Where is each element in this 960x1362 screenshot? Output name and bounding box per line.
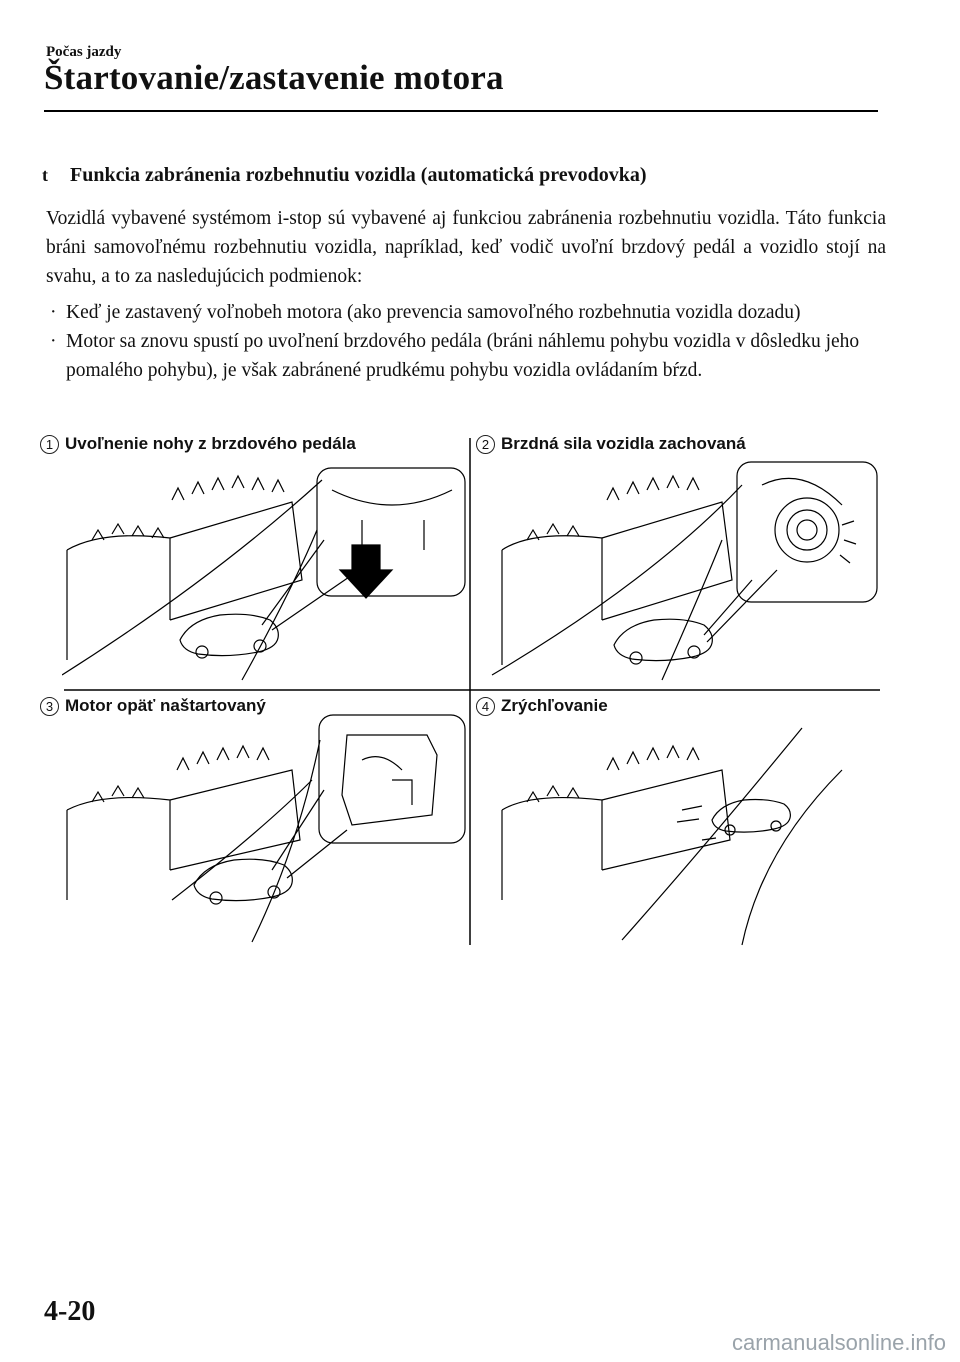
list-item-text: Motor sa znovu spustí po uvoľnení brzdového pedála (bráni náhlemu pohybu vozidla v dôsledku jeho pomalého pohybu), je však zabránené prudkému pohybu vozidla ovládaním bŕzd.	[66, 331, 860, 381]
illustration-svg	[62, 430, 882, 950]
panel-3-scene	[67, 715, 465, 942]
panel-1-scene	[62, 468, 465, 680]
breadcrumb: Počas jazdy	[46, 44, 122, 60]
section-heading-text: Funkcia zabránenia rozbehnutiu vozidla (automatická prevodovka)	[70, 164, 647, 186]
page-number: 4-20	[44, 1296, 96, 1327]
section-heading	[42, 164, 647, 187]
panel-caption-text: Motor opäť naštartovaný	[65, 696, 266, 715]
panel-number-badge: 2	[476, 435, 495, 454]
panel-number-badge: 4	[476, 697, 495, 716]
intro-paragraph: Vozidlá vybavené systémom i-stop sú vybavené aj funkciou zabránenia rozbehnutiu vozidla. Táto funkcia bráni samovoľnému rozbehnutiu vozidla, napríklad, keď vodič uvoľní brzdový pedál a vozidlo stojí na svahu, a to za nasledujúcich podmienok:	[46, 208, 886, 287]
panel-1-caption	[40, 434, 356, 454]
watermark: carmanualsonline.info	[731, 1330, 946, 1355]
panel-2-scene	[492, 462, 877, 680]
section-marker-icon: t	[42, 165, 48, 185]
panel-number-badge: 1	[40, 435, 59, 454]
panel-4-scene	[502, 728, 842, 945]
panel-caption-text: Brzdná sila vozidla zachovaná	[501, 434, 746, 453]
panel-caption-text: Uvoľnenie nohy z brzdového pedála	[65, 434, 356, 453]
illustration-figure	[45, 430, 882, 950]
panel-4-caption	[476, 696, 608, 716]
bullet-icon: ·	[50, 331, 57, 352]
list-item-text: Keď je zastavený voľnobeh motora (ako prevencia samovoľného rozbehnutia vozidla dozadu)	[66, 302, 801, 323]
panel-2-caption	[476, 434, 746, 454]
title-divider	[44, 110, 878, 112]
bullet-icon: ·	[50, 302, 57, 323]
list-item	[46, 298, 866, 327]
page-title: Štartovanie/zastavenie motora	[44, 58, 504, 97]
panel-caption-text: Zrýchľovanie	[501, 696, 608, 715]
panel-number-badge: 3	[40, 697, 59, 716]
condition-list	[46, 298, 866, 385]
list-item	[46, 327, 866, 385]
panel-3-caption	[40, 696, 266, 716]
